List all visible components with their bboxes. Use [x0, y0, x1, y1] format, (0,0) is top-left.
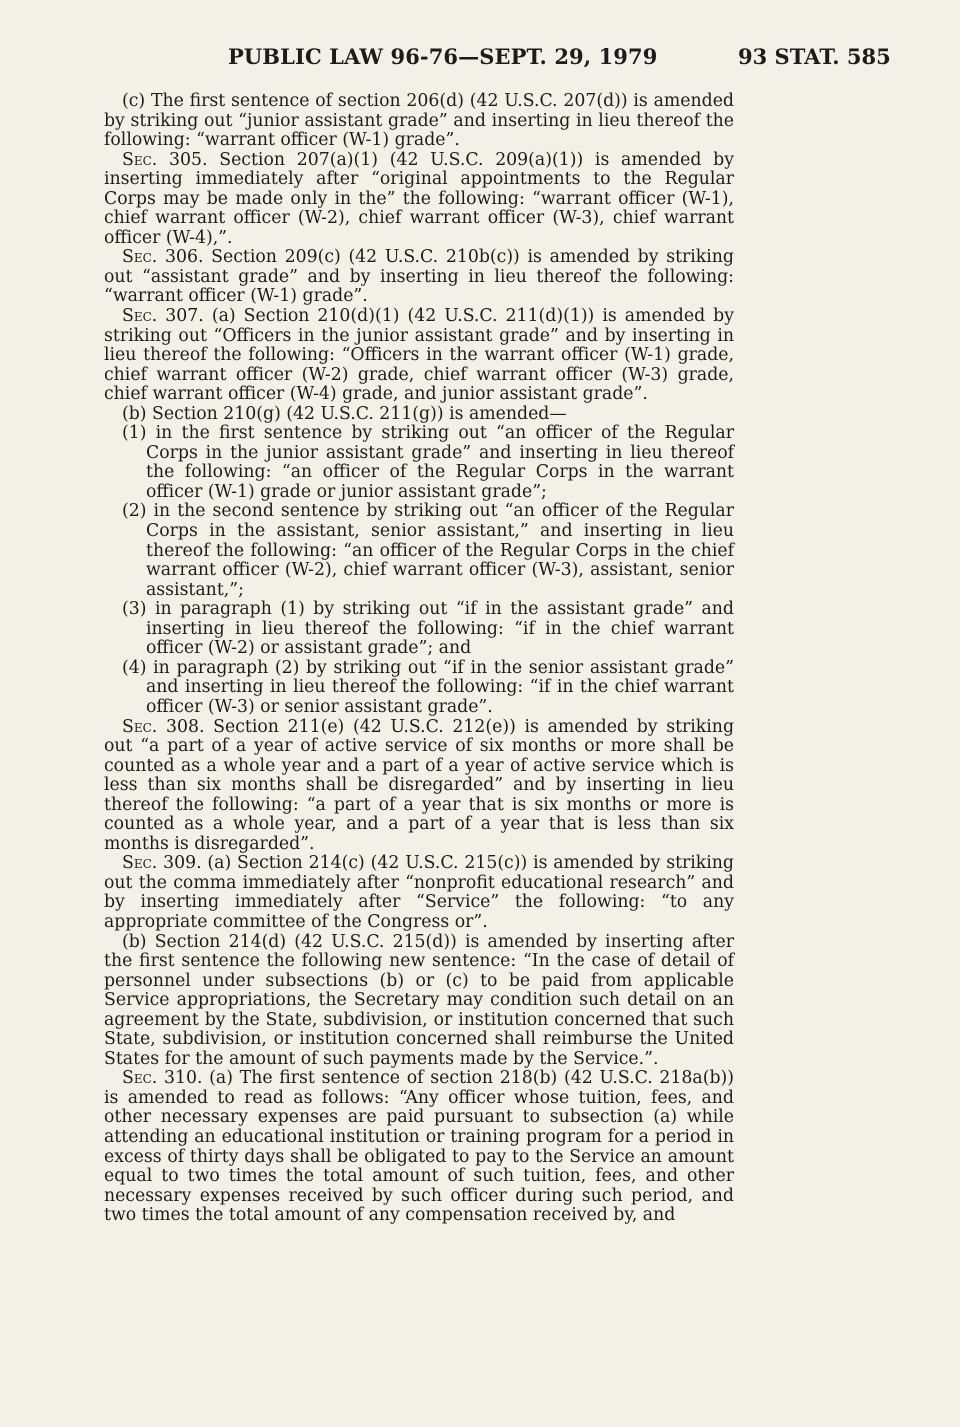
paragraph-text: (a) Section 210(d)(1) (42 U.S.C. 211(d)(1)) is amended by striking out “Officers in the junior assistant grade” and by inserting in lieu thereof the following: “Officers in the warrant officer (W-1) grade, chief warrant officer (W-2) grade, chief warrant officer (W-3) grade, chief warrant officer (W-4) grade, and junior assistant grade”.: [104, 306, 735, 405]
section-label: Sec. 306.: [122, 247, 204, 268]
section-paragraph: [104, 933, 734, 1070]
section-paragraph: [104, 1069, 734, 1225]
list-item-paragraph: [104, 502, 734, 600]
paragraph-text: (b) Section 214(d) (42 U.S.C. 215(d)) is amended by inserting after the first sentence the following new sentence: “In the case of detail of personnel under subsections (b) or (c) to be paid from applicable Service appropriations, the Secretary may condition such detail on an agreement by the State, subdivision, or institution concerned that such State, subdivision, or institution concerned shall reimburse the United States for the amount of such payments made by the Service.”.: [104, 931, 734, 1069]
section-paragraph: [104, 405, 734, 425]
section-label: Sec. 307.: [122, 306, 204, 327]
section-paragraph: [104, 151, 734, 249]
list-item-paragraph: [104, 424, 734, 502]
section-paragraph: [104, 92, 734, 151]
page-title: PUBLIC LAW 96-76—SEPT. 29, 1979: [228, 44, 658, 69]
paragraph-text: Section 209(c) (42 U.S.C. 210b(c)) is amended by striking out “assistant grade” and by inserting in lieu thereof the following: “warrant officer (W-1) grade”.: [104, 247, 734, 307]
section-paragraph: [104, 718, 734, 855]
statute-page-number: 93 STAT. 585: [738, 44, 891, 69]
paragraph-text: (1) in the first sentence by striking out “an officer of the Regular Corps in the junior assistant grade” and inserting in lieu thereof the following: “an officer of the Regular Corps in the warrant officer (W-1) grade or junior assistant grade”;: [122, 423, 734, 502]
section-label: Sec. 309.: [122, 853, 202, 874]
list-item-paragraph: [104, 600, 734, 659]
paragraph-text: Section 207(a)(1) (42 U.S.C. 209(a)(1)) is amended by inserting immediately after “original appointments to the Regular Corps may be made only in the” the following: “warrant officer (W-1), chief warrant officer (W-2), chief warrant officer (W-3), chief warrant officer (W-4),”.: [104, 149, 735, 248]
paragraph-text: (3) in paragraph (1) by striking out “if in the assistant grade” and inserting in lieu thereof the following: “if in the chief warrant officer (W-2) or assistant grade”; and: [122, 599, 734, 659]
section-label: Sec. 310.: [122, 1068, 203, 1089]
paragraph-text: (4) in paragraph (2) by striking out “if in the senior assistant grade” and inserting in lieu thereof the following: “if in the chief warrant officer (W-3) or senior assistant grade”.: [122, 657, 734, 717]
section-paragraph: [104, 307, 734, 405]
section-label: Sec. 305.: [122, 149, 208, 170]
paragraph-text: (c) The first sentence of section 206(d) (42 U.S.C. 207(d)) is amended by striking out “junior assistant grade” and inserting in lieu thereof the following: “warrant officer (W-1) grade”.: [104, 91, 734, 151]
document-body: [104, 92, 734, 1226]
paragraph-text: (a) The first sentence of section 218(b) (42 U.S.C. 218a(b)) is amended to read as follows: “Any officer whose tuition, fees, and other necessary expenses are paid pursuant to subsection (a) while attending an educational institution or training program for a period in excess of thirty days shall be obligated to pay to the Service an amount equal to two times the total amount of such tuition, fees, and other necessary expenses received by such officer during such period, and two times the total amount of any compensation received by, and: [104, 1068, 734, 1226]
section-paragraph: [104, 854, 734, 932]
section-label: Sec. 308.: [122, 716, 205, 737]
paragraph-text: Section 211(e) (42 U.S.C. 212(e)) is amended by striking out “a part of a year of active service of six months or more shall be counted as a whole year and a part of a year of active service which is less than six months shall be disregarded” and by inserting in lieu thereof the following: “a part of a year that is six months or more is counted as a whole year, and a part of a year that is less than six months is disregarded”.: [104, 716, 735, 854]
paragraph-text: (b) Section 210(g) (42 U.S.C. 211(g)) is amended—: [122, 403, 567, 424]
list-item-paragraph: [104, 659, 734, 718]
paragraph-text: (a) Section 214(c) (42 U.S.C. 215(c)) is amended by striking out the comma immediately after “nonprofit educational research” and by inserting immediately after “Service” the following: “to any appropriate committee of the Congress or”.: [104, 853, 734, 932]
page-header: [0, 44, 960, 74]
paragraph-text: (2) in the second sentence by striking out “an officer of the Regular Corps in the assistant, senior assistant,” and inserting in lieu thereof the following: “an officer of the Regular Corps in the chief warrant officer (W-2), chief warrant officer (W-3), assistant, senior assistant,”;: [122, 501, 734, 600]
section-paragraph: [104, 248, 734, 307]
